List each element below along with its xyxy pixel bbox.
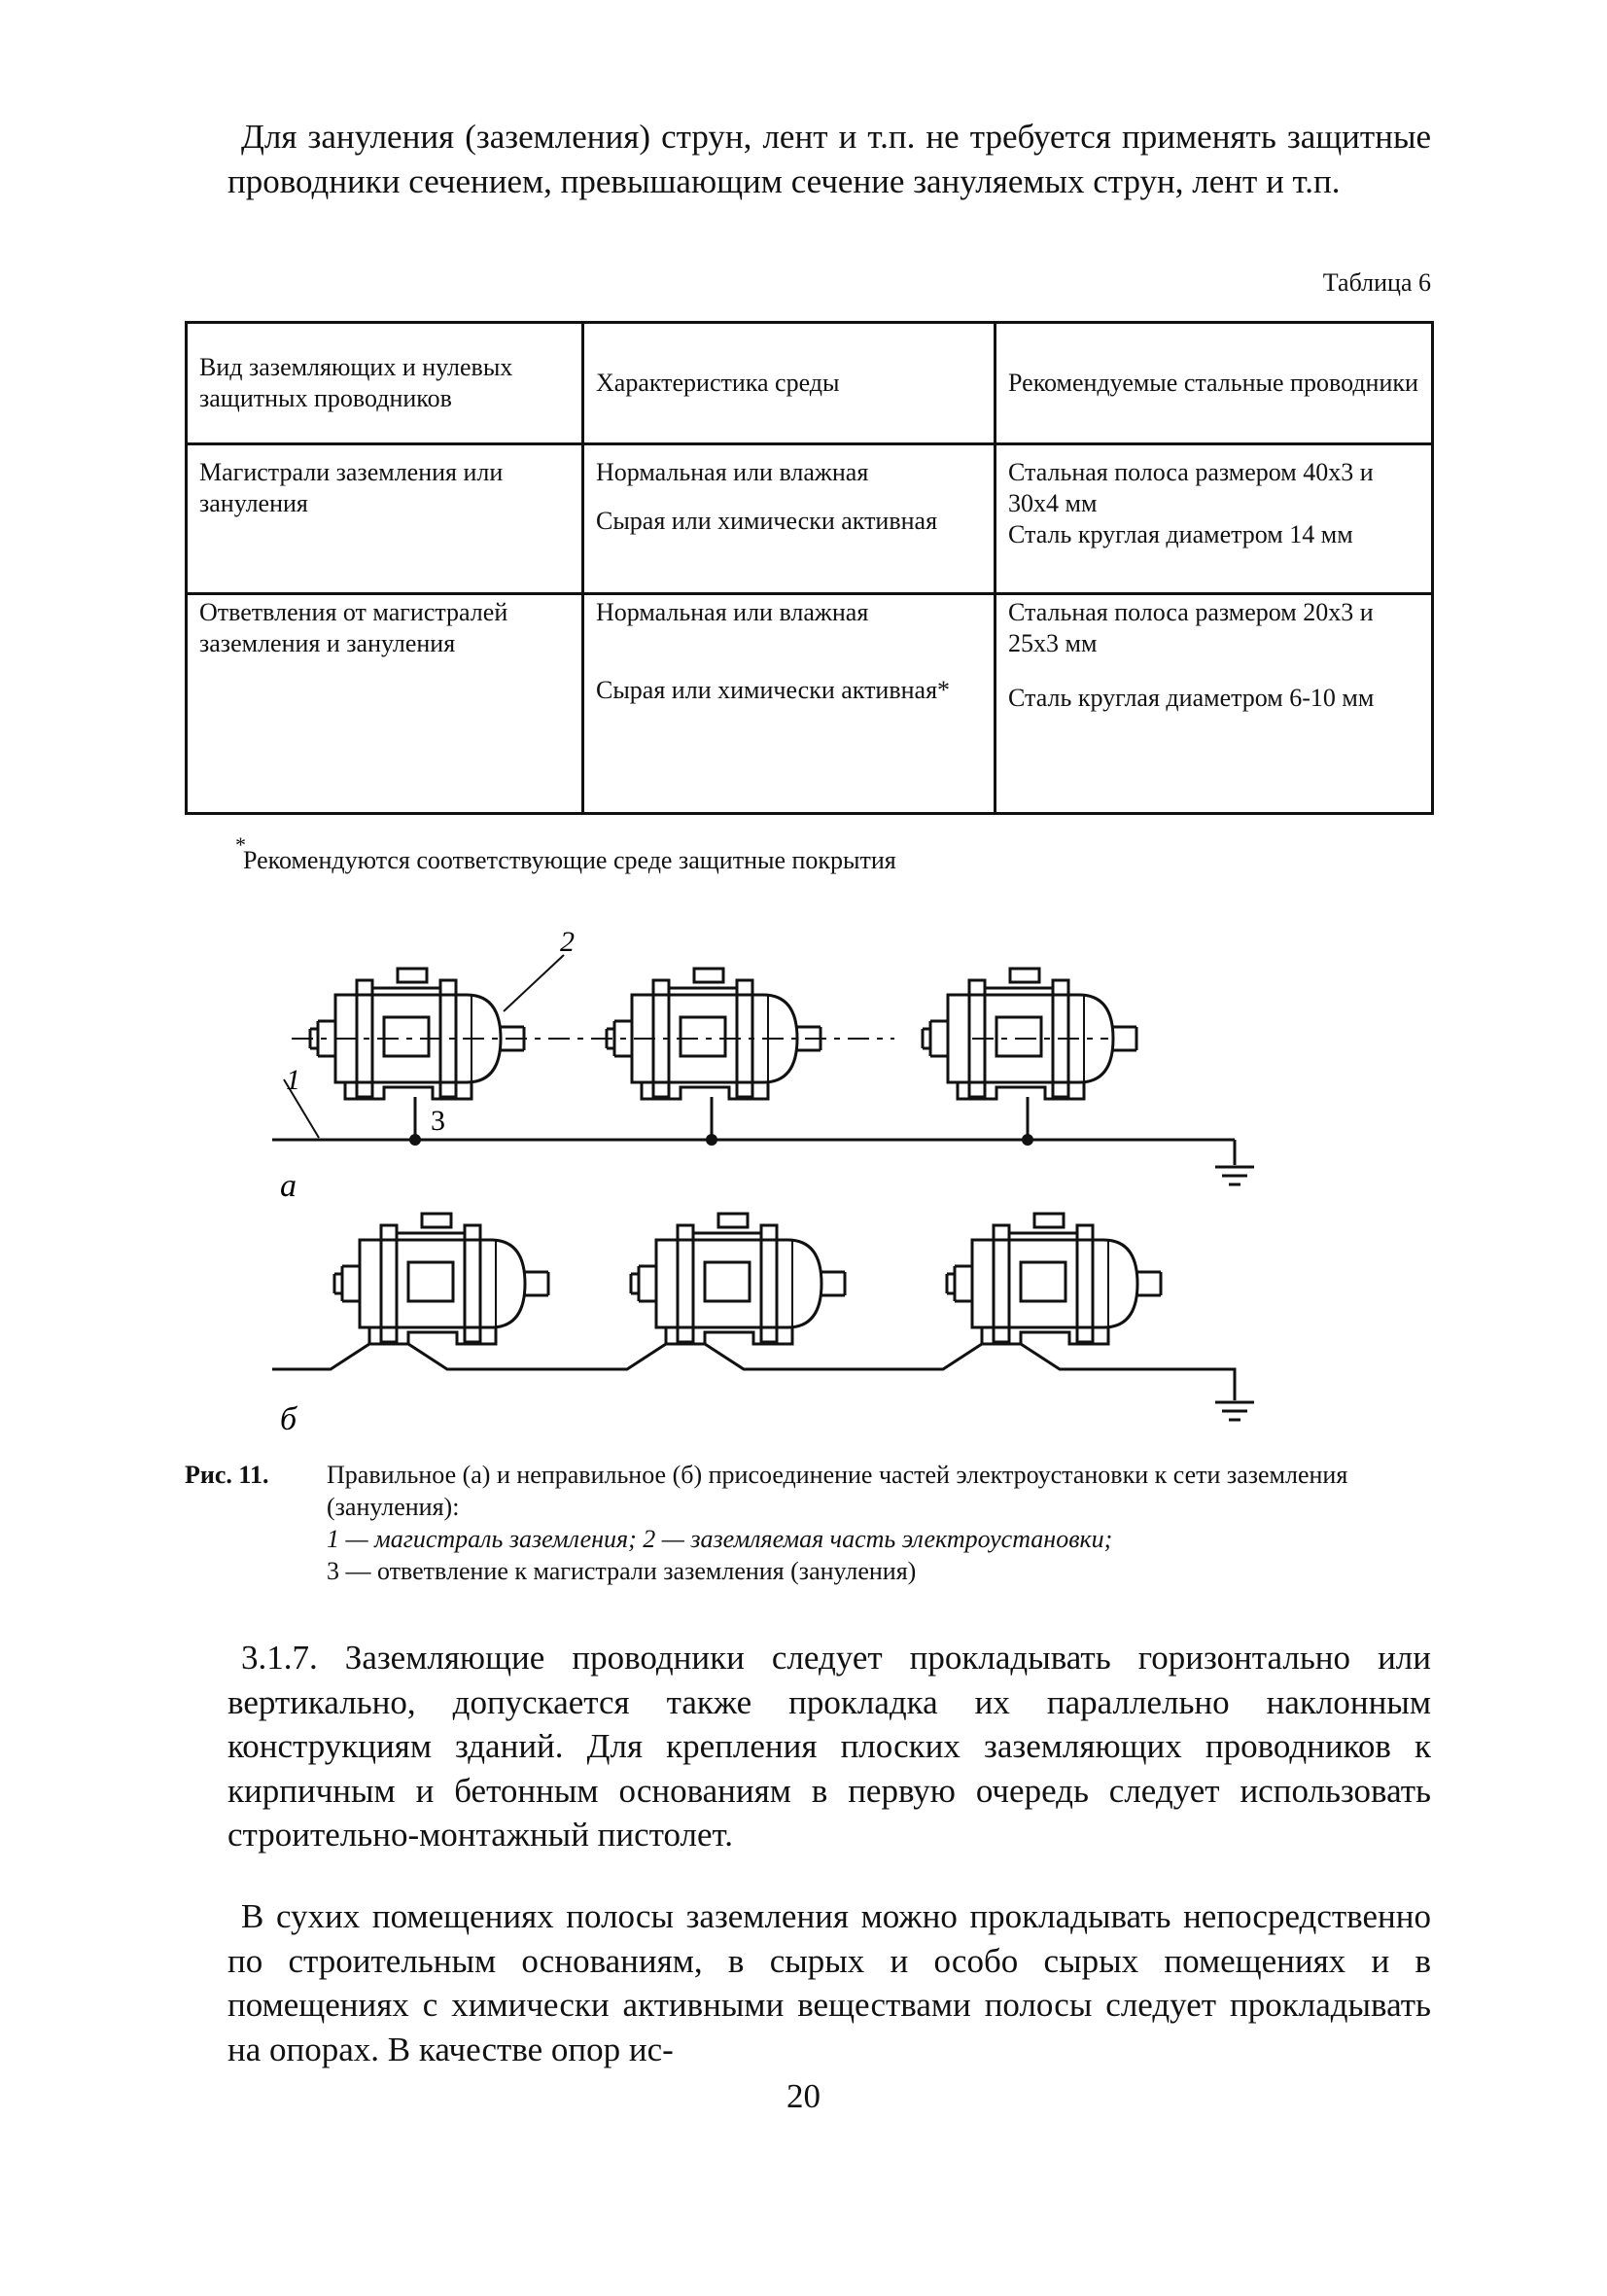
- cell-text: Стальная полоса размером 20х3 и 25х3 мм: [1008, 598, 1374, 657]
- last-paragraph: В сухих помещениях полосы заземления можно прокладывать непосредственно по строительным основаниям, в сырых и особо сырых помещениях и в помещениях с химически активными веществами полосы следует прокладывать на опорах. В качестве опор ис-: [227, 1897, 1431, 2068]
- grounding-diagram: [272, 914, 1293, 1439]
- cell-environment: [583, 594, 996, 814]
- cell-text: Сталь круглая диаметром 6-10 мм: [1008, 684, 1375, 712]
- label-3: 3: [431, 1105, 445, 1137]
- cell-text: Стальная полоса размером 40х3 и 30х4 мм: [1008, 458, 1374, 517]
- cell-text: Ответвления от магистралей заземления и зануления: [199, 598, 508, 657]
- junction-dot: [706, 1134, 717, 1146]
- motor-b2: [631, 1214, 845, 1344]
- figure-caption-label: Рис. 11.: [185, 1461, 269, 1489]
- figure-caption-line2: 1 — магистраль заземления; 2 — заземляемая часть электроустановки;: [327, 1525, 1113, 1553]
- header-environment: Характеристика среды: [583, 323, 996, 444]
- label-1: 1: [286, 1064, 300, 1096]
- figure-caption-line1: Правильное (а) и неправильное (б) присоединение частей электроустановки к сети заземления (зануления):: [327, 1461, 1348, 1521]
- table-footnote: [235, 832, 896, 875]
- motor-a3: [923, 969, 1136, 1099]
- table-row: [187, 444, 1433, 594]
- section-paragraph: 3.1.7. Заземляющие проводники следует прокладывать горизонтально или вертикально, допускается также прокладка их параллельно наклонным конструкциям зданий. Для крепления плоских заземляющих проводников к кирпичным и бетонным основаниям в первую очередь следует использовать строительно-монтажный пистолет.: [227, 1639, 1431, 1854]
- header-conductor-type: Вид заземляющих и нулевых защитных проводников: [187, 323, 583, 444]
- motor-b3: [947, 1214, 1161, 1344]
- ground-symbol-b: [1215, 1402, 1254, 1420]
- table-caption: Таблица 6: [1322, 268, 1431, 297]
- ground-symbol-a: [1215, 1167, 1254, 1184]
- footnote-text: Рекомендуются соответствующие среде защитные покрытия: [243, 846, 896, 874]
- junction-dot: [1022, 1134, 1033, 1146]
- cell-conductor-type: [187, 594, 583, 814]
- cell-text: Сырая или химически активная*: [596, 676, 951, 704]
- intro-paragraph: Для зануления (заземления) струн, лент и т.п. не требуется применять защитные проводники сечением, превышающим сечение зануляемых струн, лент и т.п.: [227, 118, 1431, 200]
- footnote-marker: *: [235, 832, 246, 857]
- cell-text: Сырая или химически активная: [596, 507, 938, 535]
- leader-line: [504, 955, 564, 1011]
- figure-caption-line3: 3 — ответвление к магистрали заземления (зануления): [327, 1557, 917, 1585]
- cell-text: Нормальная или влажная: [596, 458, 869, 486]
- page-number: 20: [786, 2077, 821, 2115]
- cell-text: Сталь круглая диаметром 14 мм: [1008, 520, 1353, 548]
- motor-b1: [334, 1214, 548, 1344]
- table-header-row: [187, 323, 1433, 444]
- cell-recommended: [996, 444, 1433, 594]
- series-ground-wire: [272, 1344, 1235, 1400]
- label-2: 2: [560, 926, 575, 958]
- steel-conductor-table: [185, 321, 1434, 815]
- motor-a2: [607, 969, 821, 1099]
- cell-recommended: [996, 594, 1433, 814]
- cell-text: Магистрали заземления или зануления: [199, 458, 504, 517]
- junction-dot: [409, 1134, 421, 1146]
- cell-conductor-type: [187, 444, 583, 594]
- cell-text: Нормальная или влажная: [596, 598, 869, 626]
- cell-environment: [583, 444, 996, 594]
- header-recommended-conductors: Рекомендуемые стальные проводники: [996, 323, 1433, 444]
- figure-caption: [185, 1459, 1434, 1587]
- table-row: [187, 594, 1433, 814]
- label-a: а: [280, 1168, 297, 1204]
- label-b: б: [280, 1401, 297, 1437]
- motor-a1: [310, 969, 524, 1099]
